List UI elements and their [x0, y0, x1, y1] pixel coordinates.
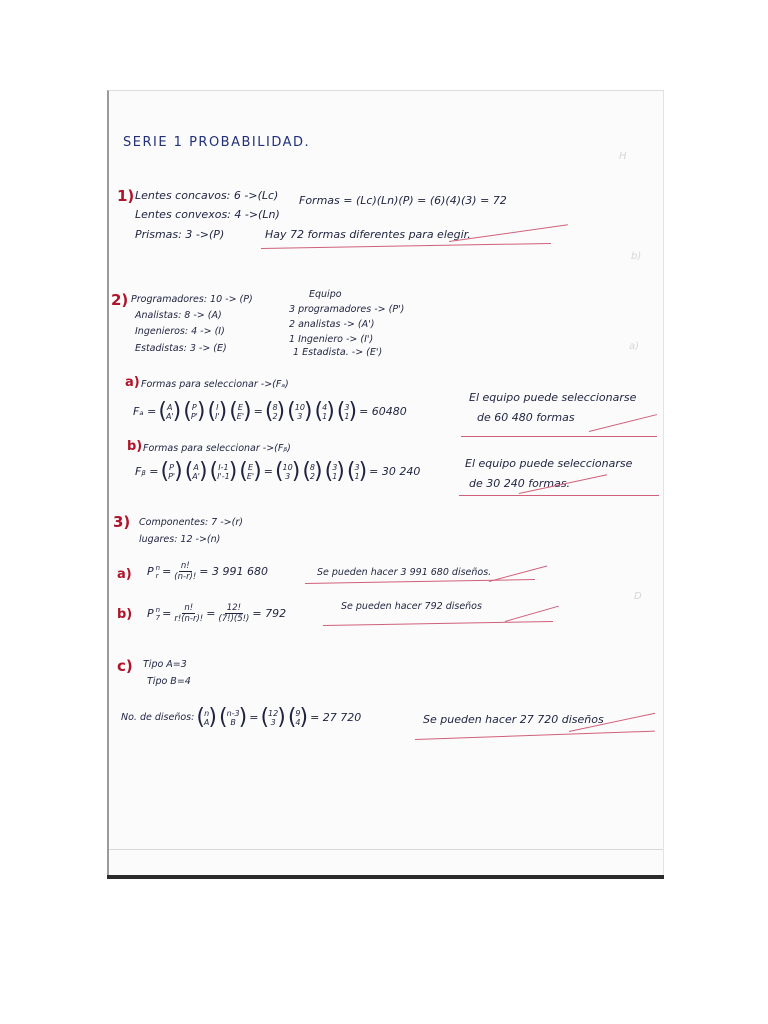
- binomial-3-1: ( 3 1 ): [324, 459, 345, 484]
- p2-team-line-4: 1 Estadista. -> (E'): [293, 347, 383, 358]
- page-bottom-rule: [109, 849, 663, 850]
- p2b-text: Formas para seleccionar ->(Fᵦ): [143, 443, 291, 454]
- binomial-8-2: ( 8 2 ): [302, 459, 323, 484]
- p3b-answer-underline-stroke: [505, 606, 559, 622]
- problem-2-number: 2): [111, 291, 129, 309]
- p2a-equals: =: [253, 405, 263, 418]
- binomial-e-e: ( E E' ): [239, 459, 262, 484]
- p2-team-label: Equipo: [309, 289, 342, 300]
- p3b-fraction-1: [174, 603, 203, 624]
- binomial-10-3: ( 10 3 ): [287, 399, 313, 424]
- p3b-fraction-2: [218, 603, 249, 624]
- p3c-line-1: Tipo A=3: [143, 659, 187, 670]
- problem-3-number: 3): [113, 513, 131, 531]
- binomial-12-3: ( 12 3 ): [260, 705, 286, 730]
- bleed-through-mark: D: [634, 591, 642, 602]
- binomial-i-i: ( I I' ): [207, 399, 228, 424]
- binomial-3-1: ( 3 1 ): [346, 459, 368, 484]
- binomial-9-4: ( 9 4 ): [287, 705, 309, 730]
- p2b-answer-line-1: El equipo puede seleccionarse: [465, 457, 633, 470]
- binomial-i-i: ( I-1 I'-1 ): [209, 459, 238, 484]
- p2b-formula-lhs: Fᵦ =: [135, 465, 159, 478]
- p2-left-line-1: Programadores: 10 -> (P): [131, 294, 253, 305]
- p3c-equals: =: [249, 711, 259, 724]
- binomial-3-1: ( 3 1 ): [336, 399, 358, 424]
- p3a-fraction-den: (n-r)!: [174, 572, 197, 582]
- p3a-answer-underline: [305, 579, 535, 584]
- p3b-lhs: P: [147, 607, 154, 620]
- p3c-answer-underline: [415, 731, 655, 740]
- p3a-lhs-indices: n r: [155, 563, 161, 580]
- p3b-formula: [147, 603, 286, 624]
- p1-answer-underline: [261, 243, 551, 249]
- p2-left-line-4: Estadistas: 3 -> (E): [135, 343, 227, 354]
- binomial-8-2: ( 8 2 ): [264, 399, 286, 424]
- p2-left-line-2: Analistas: 8 -> (A): [135, 310, 222, 321]
- binomial-4-1: ( 4 1 ): [314, 399, 335, 424]
- binomial-n-a: ( n A ): [196, 705, 217, 730]
- p3b-lhs-indices: n 7: [155, 605, 161, 622]
- p1-answer: Hay 72 formas diferentes para elegir.: [265, 228, 471, 241]
- p1-formula: Formas = (Lc)(Ln)(P) = (6)(4)(3) = 72: [299, 194, 507, 207]
- p3a-fraction: [174, 561, 196, 582]
- binomial-a-a: ( A A' ): [184, 459, 208, 484]
- p3b-answer-underline: [323, 621, 553, 626]
- p2-team-line-3: 1 Ingeniero -> (I'): [289, 334, 374, 345]
- p2-team-line-2: 2 analistas -> (A'): [289, 319, 375, 330]
- p3c-label: c): [117, 657, 133, 675]
- p3b-label: b): [117, 607, 133, 622]
- p1-line-1: Lentes concavos: 6 ->(Lc): [135, 189, 279, 202]
- p2a-formula-lhs: Fₐ =: [133, 405, 157, 418]
- p3c-result: = 27 720: [310, 711, 362, 724]
- binomial-e-e: ( E E' ): [229, 399, 252, 424]
- p3a-lhs: P: [147, 565, 154, 578]
- p3-line-1: Componentes: 7 ->(r): [139, 517, 243, 528]
- p3c-formula: [121, 705, 361, 730]
- p2a-answer-line-1: El equipo puede seleccionarse: [469, 391, 637, 404]
- p3a-fraction-num: n!: [180, 561, 190, 571]
- p3c-formula-lhs: No. de diseños:: [121, 712, 195, 723]
- p2b-answer-line-2: de 30 240 formas.: [469, 477, 571, 490]
- p3a-answer: Se pueden hacer 3 991 680 diseños.: [317, 567, 492, 578]
- binomial-a-a: ( A A' ): [158, 399, 182, 424]
- problem-1-number: 1): [117, 187, 135, 205]
- p3a-formula: [147, 561, 268, 582]
- p3b-equals-2: =: [206, 607, 216, 620]
- p2b-answer-underline: [459, 495, 659, 496]
- p3b-fraction-1-num: n!: [184, 603, 194, 613]
- p2a-result: = 60480: [359, 405, 407, 418]
- p3c-answer: Se pueden hacer 27 720 diseños: [423, 713, 604, 726]
- p2a-answer-line-2: de 60 480 formas: [477, 411, 575, 424]
- p1-line-3: Prismas: 3 ->(P): [135, 228, 225, 241]
- bleed-through-mark: a): [629, 341, 640, 352]
- p3-line-2: lugares: 12 ->(n): [139, 534, 221, 545]
- p2a-answer-underline-stroke: [589, 414, 657, 432]
- p2b-result: = 30 240: [369, 465, 421, 478]
- p3b-answer: Se pueden hacer 792 diseños: [341, 601, 482, 612]
- p3b-fraction-2-num: 12!: [226, 603, 242, 613]
- p3b-fraction-1-den: r!(n-r)!: [174, 614, 204, 624]
- p3b-fraction-2-den: (7!)(5!): [218, 614, 250, 624]
- binomial-p-p: ( P P' ): [160, 459, 183, 484]
- page-bottom-edge: [107, 875, 664, 879]
- p2-team-line-1: 3 programadores -> (P'): [289, 304, 405, 315]
- p3c-line-2: Tipo B=4: [147, 676, 191, 687]
- p3b-equals-1: =: [162, 607, 172, 620]
- binomial-p-p: ( P P' ): [183, 399, 206, 424]
- binomial-n3-b: ( n-3 B ): [218, 705, 248, 730]
- p3a-equals: =: [162, 565, 172, 578]
- p2b-equals: =: [263, 465, 273, 478]
- p3a-label: a): [117, 567, 132, 582]
- p2a-formula: [133, 399, 407, 424]
- p3b-result: = 792: [252, 607, 287, 620]
- scanned-page: [107, 90, 664, 879]
- p2a-answer-underline: [461, 436, 657, 437]
- p2b-formula: [135, 459, 420, 484]
- p2a-label: a): [125, 375, 140, 390]
- bleed-through-mark: H: [619, 151, 627, 162]
- p2-left-line-3: Ingenieros: 4 -> (I): [135, 326, 225, 337]
- p2a-text: Formas para seleccionar ->(Fₐ): [141, 379, 289, 390]
- page-title: SERIE 1 PROBABILIDAD.: [123, 135, 311, 150]
- binomial-10-3: ( 10 3 ): [274, 459, 301, 484]
- bleed-through-mark: b): [631, 251, 642, 262]
- p2b-label: b): [127, 439, 143, 454]
- p3a-result: = 3 991 680: [199, 565, 268, 578]
- p1-line-2: Lentes convexos: 4 ->(Ln): [135, 208, 280, 221]
